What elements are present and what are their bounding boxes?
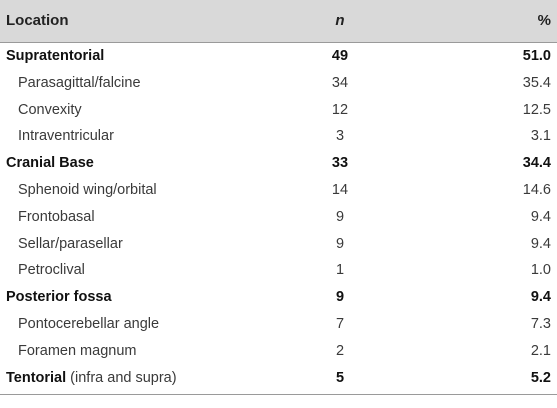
table-row: [0, 204, 557, 231]
table-row: [0, 257, 557, 284]
row-location: Convexity: [18, 101, 82, 118]
row-n: 1: [335, 262, 345, 279]
table-row: [0, 311, 557, 338]
row-n: 49: [331, 48, 349, 64]
row-n: 9: [335, 208, 345, 225]
row-n: 34: [331, 74, 349, 91]
row-percent: 9.4: [530, 235, 551, 252]
row-percent: 14.6: [522, 182, 551, 198]
row-location: Intraventricular: [18, 128, 114, 145]
row-location: Frontobasal: [18, 208, 95, 225]
row-n: 2: [335, 342, 345, 359]
row-n: 7: [335, 316, 345, 332]
table-row: [0, 97, 557, 124]
row-percent: 9.4: [530, 289, 551, 306]
header-percent: %: [537, 12, 551, 29]
row-n: 33: [331, 155, 349, 172]
row-n: 12: [331, 101, 349, 118]
row-n: 9: [335, 289, 345, 306]
table-row: [0, 231, 557, 258]
row-location: Supratentorial: [6, 48, 105, 64]
row-percent: 3.1: [530, 128, 551, 145]
row-percent: 5.2: [530, 369, 551, 386]
row-n: 3: [335, 128, 345, 145]
row-location: Sphenoid wing/orbital: [18, 182, 157, 198]
bottom-rule: [0, 394, 557, 395]
table-header: [0, 0, 557, 42]
row-percent: 7.3: [530, 316, 551, 332]
header-n: n: [335, 12, 345, 29]
row-location: Foramen magnum: [18, 342, 137, 359]
row-percent: 51.0: [522, 48, 551, 64]
row-location: Tentorial (infra and supra): [6, 369, 177, 386]
row-percent: 9.4: [530, 208, 551, 225]
table-row: [0, 284, 557, 311]
row-percent: 35.4: [522, 74, 551, 91]
row-percent: 34.4: [522, 155, 551, 172]
row-location: Sellar/parasellar: [18, 235, 123, 252]
table-row: [0, 177, 557, 204]
row-location: Pontocerebellar angle: [18, 316, 160, 332]
table-row: [0, 123, 557, 150]
row-location: Petroclival: [18, 262, 85, 279]
row-percent: 2.1: [530, 342, 551, 359]
row-n: 5: [335, 369, 345, 386]
table-row: [0, 338, 557, 365]
table-row: [0, 150, 557, 177]
row-percent: 1.0: [530, 262, 551, 279]
row-percent: 12.5: [522, 101, 551, 118]
row-location: Cranial Base: [6, 155, 94, 172]
table-row: [0, 70, 557, 97]
table-row: [0, 43, 557, 70]
table-row: [0, 365, 557, 392]
row-n: 9: [335, 235, 345, 252]
row-location: Posterior fossa: [6, 289, 112, 306]
header-location: Location: [6, 12, 69, 29]
row-location: Parasagittal/falcine: [18, 74, 141, 91]
row-n: 14: [331, 182, 349, 198]
